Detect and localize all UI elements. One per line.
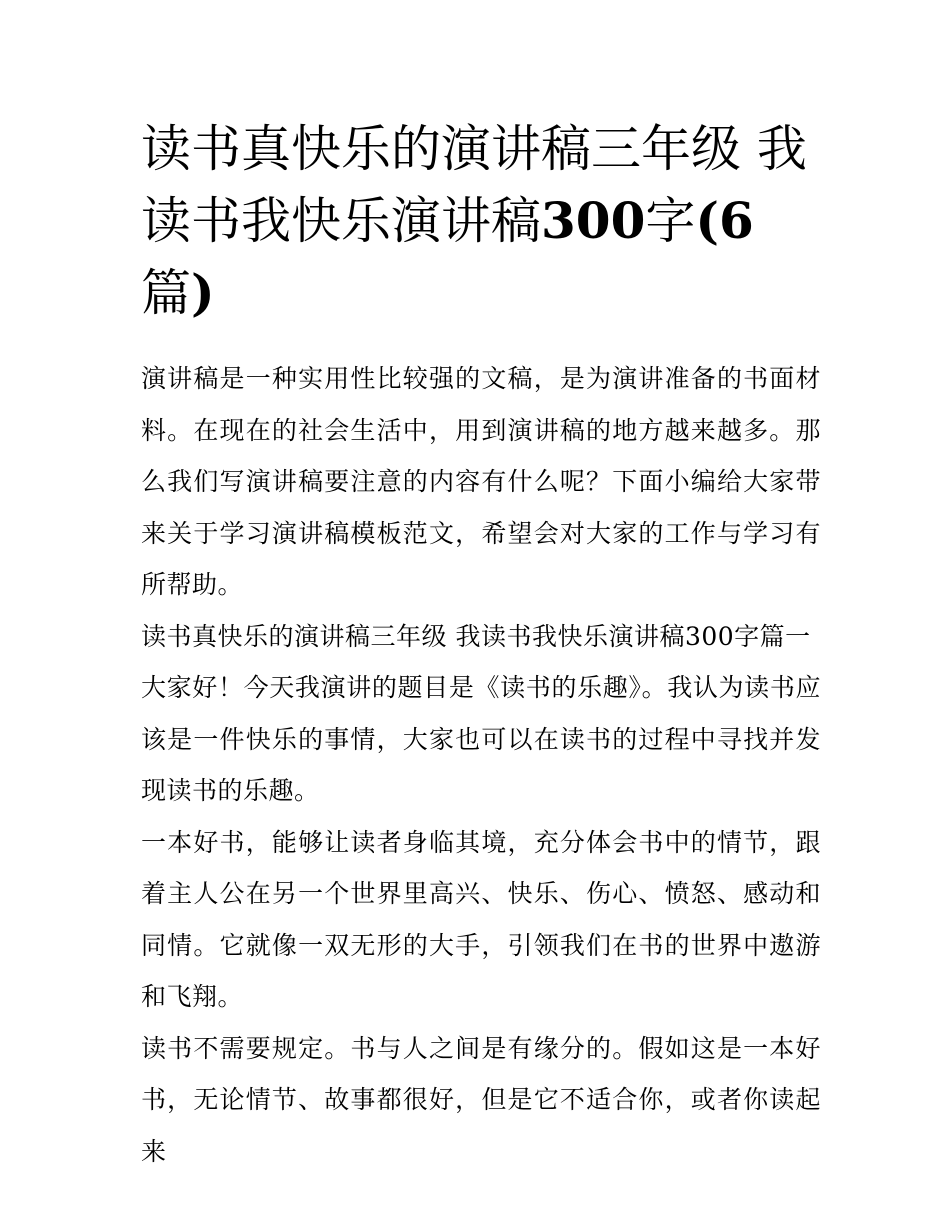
paragraph-greeting: 大家好！今天我演讲的题目是《读书的乐趣》。我认为读书应该是一件快乐的事情，大家也可以在读书的过程中寻找并发现读书的乐趣。 xyxy=(141,673,821,805)
document-title: 读书真快乐的演讲稿三年级 我读书我快乐演讲稿300字(6篇) xyxy=(141,120,807,322)
document-body xyxy=(141,353,821,1177)
paragraph-good-book: 一本好书，能够让读者身临其境，充分体会书中的情节，跟着主人公在另一个世界里高兴、快乐、伤心、愤怒、感动和同情。它就像一双无形的大手，引领我们在书的世界中遨游和飞翔。 xyxy=(141,827,821,1011)
paragraph-intro: 演讲稿是一种实用性比较强的文稿，是为演讲准备的书面材料。在现在的社会生活中，用到演讲稿的地方越来越多。那么我们写演讲稿要注意的内容有什么呢？下面小编给大家带来关于学习演讲稿模板范文，希望会对大家的工作与学习有所帮助。 xyxy=(141,364,821,599)
paragraph-no-rules: 读书不需要规定。书与人之间是有缘分的。假如这是一本好书，无论情节、故事都很好，但是它不适合你，或者你读起来 xyxy=(141,1033,821,1166)
paragraph-section-heading: 读书真快乐的演讲稿三年级 我读书我快乐演讲稿300字篇一 xyxy=(141,621,811,651)
